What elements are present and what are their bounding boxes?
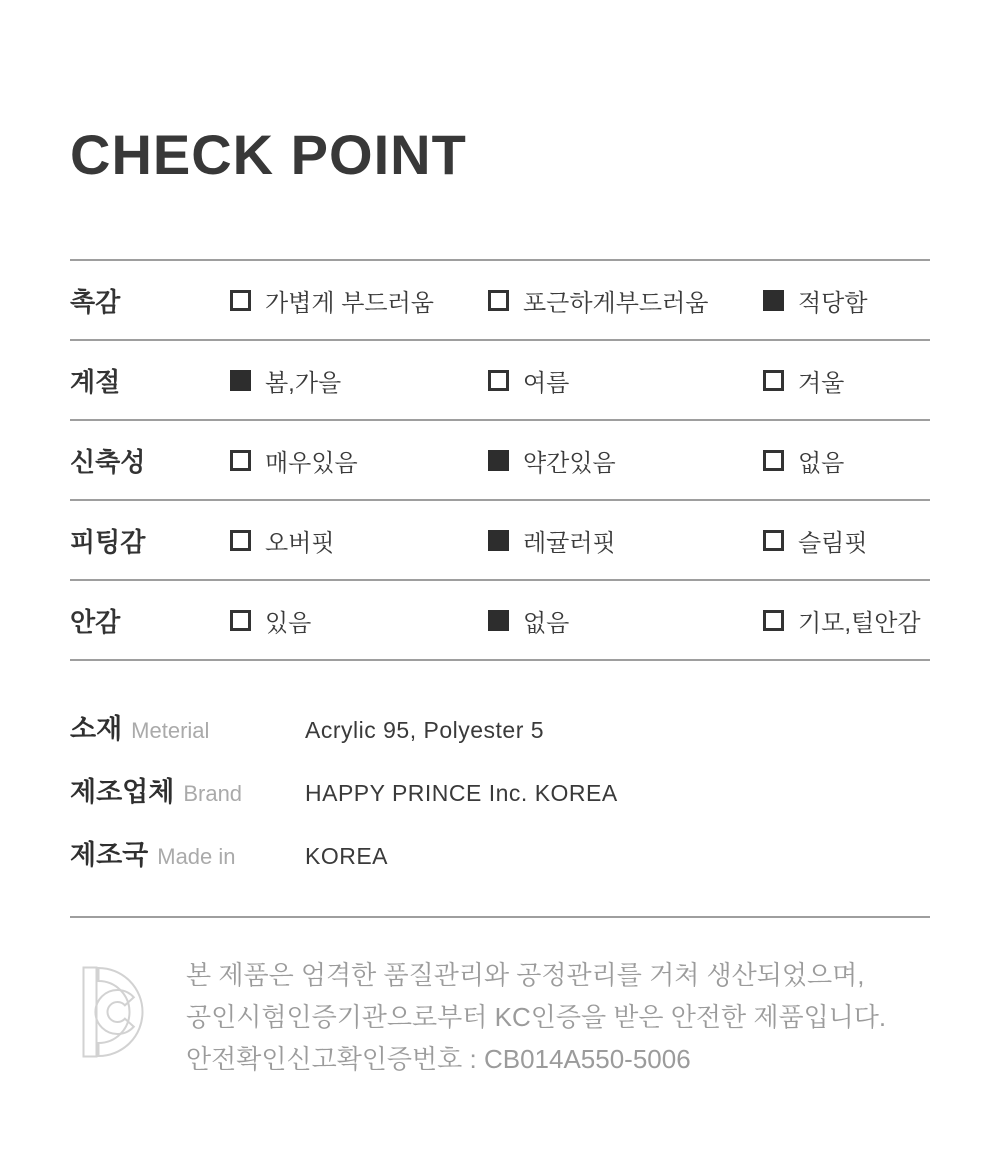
option — [488, 443, 763, 478]
option — [230, 523, 488, 558]
row-label: 신축성 — [70, 446, 146, 477]
option — [230, 283, 488, 318]
option — [488, 283, 763, 318]
material-label-ko: 소재 — [70, 714, 123, 744]
option — [763, 443, 930, 478]
option-label: 겨울 — [798, 369, 845, 397]
checkbox-icon — [763, 450, 784, 471]
row-label: 피팅감 — [70, 526, 146, 557]
option-label: 매우있음 — [265, 449, 358, 477]
made-in-label — [70, 833, 305, 872]
made-in-label-ko: 제조국 — [70, 840, 149, 870]
option — [488, 363, 763, 398]
checkbox-icon — [230, 370, 251, 391]
kc-certification-section — [70, 954, 930, 1080]
checkbox-icon — [488, 530, 509, 551]
kc-certification-logo-icon — [82, 966, 144, 1058]
option-label: 레귤러핏 — [523, 529, 616, 557]
checkbox-icon — [763, 610, 784, 631]
checkbox-icon — [763, 290, 784, 311]
option-label: 여름 — [523, 369, 570, 397]
kc-certification-text — [186, 954, 886, 1080]
option-label: 포근하게부드러움 — [523, 289, 709, 317]
material-label-en: Meterial — [131, 718, 210, 743]
table-row-fit — [70, 499, 930, 579]
checkbox-icon — [230, 610, 251, 631]
option — [230, 443, 488, 478]
row-label: 안감 — [70, 606, 121, 637]
materials-section — [70, 707, 930, 872]
material-row — [70, 707, 930, 746]
option-label: 있음 — [265, 609, 312, 637]
option — [763, 603, 930, 638]
option — [488, 603, 763, 638]
kc-text-line: 본 제품은 엄격한 품질관리와 공정관리를 거쳐 생산되었으며, — [186, 960, 865, 990]
checkbox-icon — [763, 370, 784, 391]
option-label: 슬림핏 — [798, 529, 868, 557]
option — [763, 523, 930, 558]
option-label: 없음 — [523, 609, 570, 637]
option — [230, 603, 488, 638]
option — [763, 363, 930, 398]
checkbox-icon — [230, 450, 251, 471]
option-label: 가볍게 부드러움 — [265, 289, 434, 317]
option — [230, 363, 488, 398]
row-label: 계절 — [70, 366, 121, 397]
checkbox-icon — [488, 290, 509, 311]
checkbox-icon — [488, 450, 509, 471]
brand-label — [70, 770, 305, 809]
option-label: 기모,털안감 — [798, 609, 921, 637]
checkbox-icon — [488, 610, 509, 631]
made-in-label-en: Made in — [157, 844, 236, 869]
material-label — [70, 707, 305, 746]
kc-text-line: 안전확인신고확인증번호 : CB014A550-5006 — [186, 1044, 691, 1074]
table-row-season — [70, 339, 930, 419]
checkbox-icon — [763, 530, 784, 551]
option-label: 봄,가을 — [265, 369, 342, 397]
table-row-elasticity — [70, 419, 930, 499]
option-label: 약간있음 — [523, 449, 616, 477]
option — [763, 283, 930, 318]
brand-row — [70, 770, 930, 809]
option-label: 오버핏 — [265, 529, 335, 557]
row-label: 촉감 — [70, 286, 121, 317]
checkbox-icon — [488, 370, 509, 391]
brand-value: HAPPY PRINCE Inc. KOREA — [305, 780, 618, 806]
option-label: 적당함 — [798, 289, 868, 317]
check-point-table — [70, 259, 930, 661]
section-divider — [70, 916, 930, 918]
option — [488, 523, 763, 558]
page-title: CHECK POINT — [70, 123, 467, 186]
checkbox-icon — [230, 530, 251, 551]
table-row-touch — [70, 259, 930, 339]
checkbox-icon — [230, 290, 251, 311]
brand-label-en: Brand — [183, 781, 243, 806]
option-label: 없음 — [798, 449, 845, 477]
kc-text-line: 공인시험인증기관으로부터 KC인증을 받은 안전한 제품입니다. — [186, 1002, 887, 1032]
table-row-lining — [70, 579, 930, 659]
brand-label-ko: 제조업체 — [70, 777, 175, 807]
made-in-value: KOREA — [305, 843, 389, 869]
material-value: Acrylic 95, Polyester 5 — [305, 717, 545, 743]
made-in-row — [70, 833, 930, 872]
